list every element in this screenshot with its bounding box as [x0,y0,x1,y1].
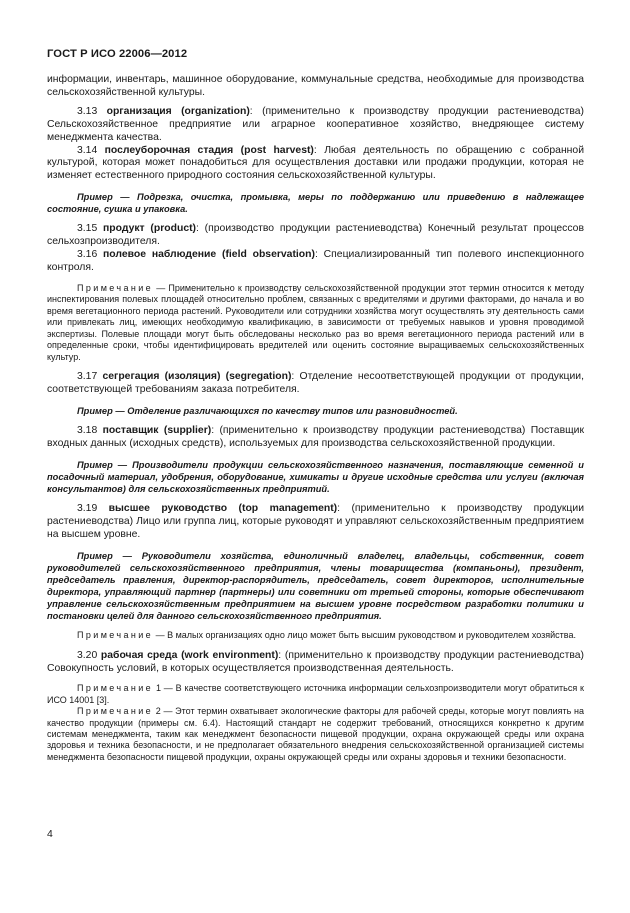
note-text: 2 — Этот термин охватывает экологические факторы для рабочей среды, которые могут повлиять на качество продукции (примеры см. 6.4). Настоящий стандарт не содержит требований, относящихся конкретно к другим системам менеджмента, таким как менеджмент безопасности пищевой продукции, охрана окружающей среды или охрана здоровья и техника безопасности, и не предполагает обязательного внедрения сельскохозяйственной организацией системы менеджмента безопасности пищевой продукции, охраны окружающей среды или охраны здоровья и техники безопасности. [47,706,584,762]
term-number: 3.18 [77,424,103,436]
term-definition: : (применительно к производству продукции растениеводства) Поставщик входных данных (исходных средств), используемых для производства сельскохозяйственной продукции. [47,424,584,449]
term-definition: : (применительно к производству продукции растениеводства) Лицо или группа лиц, которые руководят и управляют сельскохозяйственным предприятием на высшем уровне. [47,502,584,540]
note-3-20-1 [47,683,584,706]
note-text: 1 — В качестве соответствующего источника информации сельхозпроизводители могут обратиться к ИСО 14001 [3]. [47,683,584,705]
term-number: 3.20 [77,649,101,661]
term-3-19 [47,503,584,542]
term-3-14 [47,145,584,184]
term-name: продукт (product) [103,223,197,235]
term-definition: : (применительно к производству продукции растениеводства) Сельскохозяйственное предприятие или аграрное кооперативное хозяйство, внедряющее систему менеджмента качества. [47,105,584,143]
term-definition: : Специализированный тип полевого инспекционного контроля. [47,249,584,274]
note-label: Примечание [77,683,154,694]
term-number: 3.19 [77,502,109,514]
term-name: поставщик (supplier) [102,424,212,436]
term-number: 3.15 [77,223,104,235]
term-name: послеуборочная стадия (post harvest) [104,144,314,156]
term-number: 3.17 [77,370,103,382]
note-text: — Применительно к производству сельскохозяйственной продукции этот термин относится к методу инспектирования полевых площадей относительно проблем, связанных с вредителями и другими факторами, до начала и во время вегетационного периода растений. Руководители или сотрудники хозяйства могут осуществлять эту деятельность сами или привлекать лиц, имеющих необходимую квалификацию, в зависимости от требуемых навыков и уровня проводимой экспертизы. Полевые площади могут быть обследованы несколько раз во время вегетационного периода растений или в определенные сроки, чтобы идентифицировать вредителей или оценить состояние выращиваемых сельскохозяйственных культур. [47,283,584,362]
term-definition: : Любая деятельность по обращению с собранной культурой, которая может понадобиться для осуществления доставки или продажи продукции, которая не изменяет естественного природного состояния сельскохозяйственной культуры. [47,144,585,182]
term-name: рабочая среда (work environment) [100,649,279,661]
term-3-20 [47,650,584,676]
term-number: 3.13 [77,105,107,117]
example-3-19: Пример — Руководители хозяйства, единоличный владелец, владельцы, собственник, совет руководителей сельскохозяйственного предприятия, члены товарищества (компаньоны), президент, председатель правления, директор-распорядитель, председатель, совет директоров, исполнительные директора, управляющий партнер (партнеры) или советники от третьей стороны, которые обеспечивают управление сельскохозяйственным предприятием на высшем уровне посредством разработки политики и постановки целей для данного сельскохозяйственного предприятия. [47,550,584,622]
term-3-18 [47,425,584,451]
term-name: организация (organization) [106,105,250,117]
page-number: 4 [47,829,53,840]
term-name: сегрегация (изоляция) (segregation) [102,370,292,382]
term-definition: : (производство продукции растениеводства) Конечный результат процессов сельхозпроизводителя. [47,223,584,248]
note-label: Примечание [77,283,154,294]
note-label: Примечание [77,706,154,717]
term-definition: : (применительно к производству продукции растениеводства) Совокупность условий, в которых осуществляется производственная деятельность. [47,649,584,674]
note-3-16 [47,283,584,363]
term-name: высшее руководство (top management) [108,502,338,514]
note-3-20-2 [47,706,584,763]
term-name: полевое наблюдение (field observation) [103,249,315,261]
term-number: 3.16 [77,249,104,261]
term-3-16 [47,249,584,275]
term-number: 3.14 [77,144,105,156]
term-3-17 [47,371,584,397]
term-3-13 [47,106,584,145]
example-3-18: Пример — Производители продукции сельскохозяйственного назначения, поставляющие семенной и посадочный материал, удобрения, оборудование, химикаты и другие исходные средства или услуги (включая консультантов) для сельскохозяйственных предприятий. [47,459,584,494]
note-label: Примечание [77,630,154,641]
document-body [47,74,584,763]
example-3-17: Пример — Отделение различающихся по качеству типов или разновидностей. [77,405,458,416]
note-text: — В малых организациях одно лицо может быть высшим руководством и руководителем хозяйства. [153,630,576,641]
paragraph-continuation: информации, инвентарь, машинное оборудование, коммунальные средства, необходимые для производства сельскохозяйственной культуры. [47,74,584,98]
term-definition: : Отделение несоответствующей продукции от продукции, соответствующей требованиям заказа потребителя. [47,370,584,395]
term-3-15 [47,223,584,249]
example-3-14: Пример — Подрезка, очистка, промывка, меры по поддержанию или приведению в надлежащее состояние, сушка и упаковка. [47,192,584,215]
note-3-19 [47,630,584,641]
document-header: ГОСТ Р ИСО 22006—2012 [47,48,188,60]
